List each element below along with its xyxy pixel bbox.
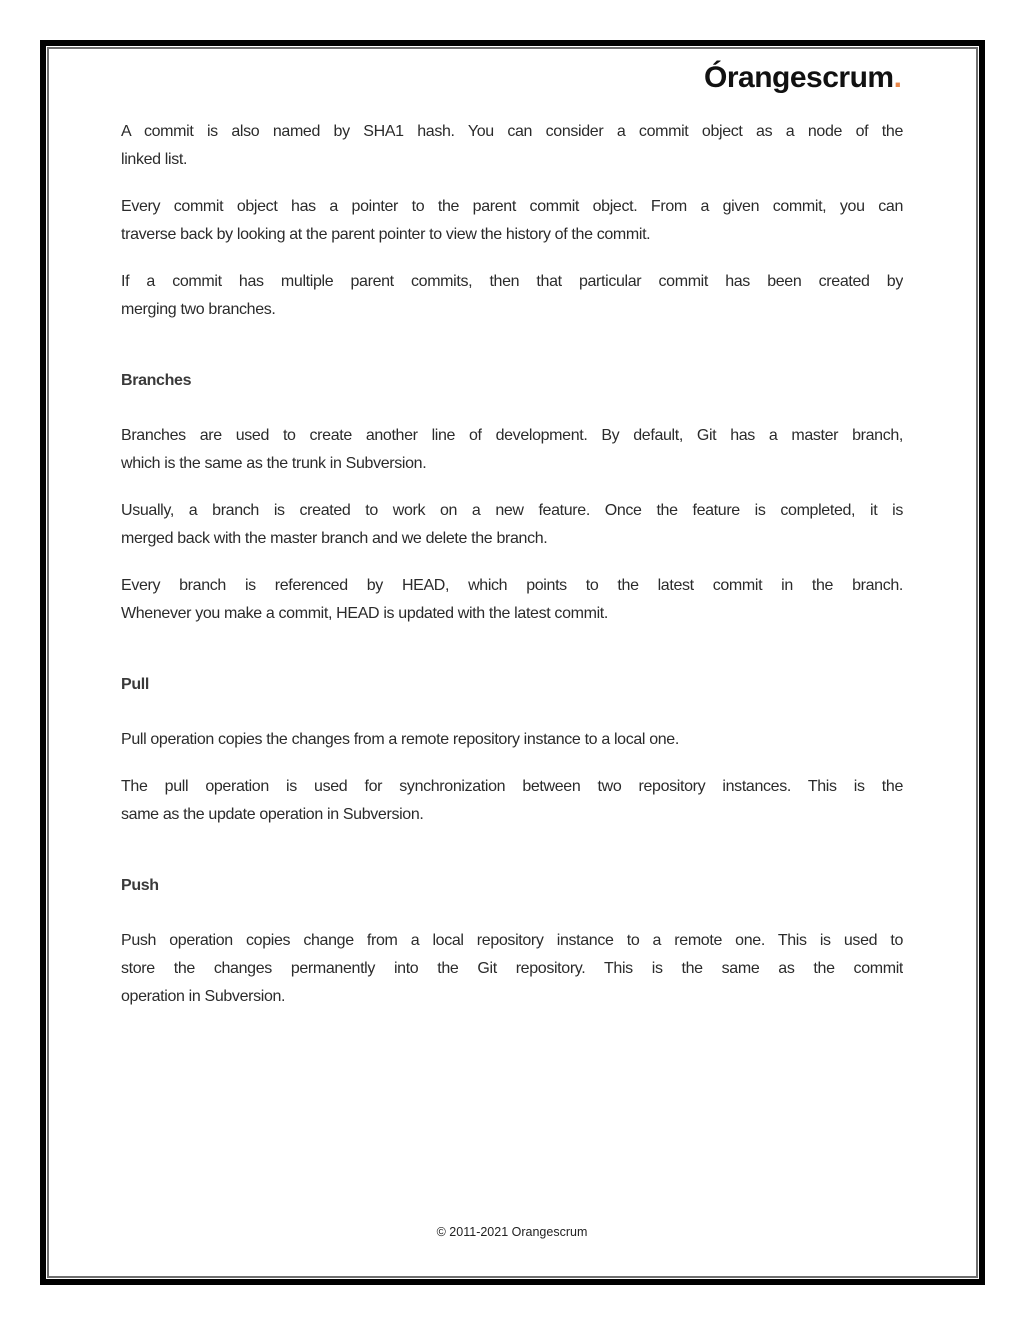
spacer bbox=[121, 848, 903, 872]
section-heading: Pull bbox=[121, 676, 149, 693]
logo-text: Órangescrum bbox=[704, 61, 894, 94]
section-intro bbox=[121, 118, 903, 324]
paragraph-line: store the changes permanently into the Git repository. This is the same as the commit bbox=[121, 960, 903, 977]
spacer bbox=[121, 900, 903, 927]
footer-copyright: © 2011-2021 Orangescrum bbox=[436, 1225, 588, 1239]
paragraph bbox=[121, 927, 903, 1011]
paragraph bbox=[121, 193, 903, 249]
section-push bbox=[121, 848, 903, 1011]
paragraph bbox=[121, 118, 903, 174]
paragraph-line: same as the update operation in Subversion. bbox=[121, 806, 424, 823]
paragraph-line: Whenever you make a commit, HEAD is updated with the latest commit. bbox=[121, 605, 608, 622]
paragraph-line: Every commit object has a pointer to the parent commit object. From a given commit, you can bbox=[121, 198, 903, 215]
spacer bbox=[121, 343, 903, 367]
paragraph-line: operation in Subversion. bbox=[121, 988, 286, 1005]
paragraph-line: linked list. bbox=[121, 151, 188, 168]
paragraph-line: If a commit has multiple parent commits, then that particular commit has been created by bbox=[121, 273, 903, 290]
paragraph-line: A commit is also named by SHA1 hash. You can consider a commit object as a node of the bbox=[121, 123, 903, 140]
paragraph bbox=[121, 773, 903, 829]
logo-dot: . bbox=[893, 61, 902, 94]
paragraph-line: Usually, a branch is created to work on a new feature. Once the feature is completed, it is bbox=[121, 502, 903, 519]
paragraph bbox=[121, 497, 903, 553]
spacer bbox=[121, 395, 903, 422]
paragraph-line: merging two branches. bbox=[121, 301, 276, 318]
section-heading: Push bbox=[121, 877, 159, 894]
paragraph-line: Pull operation copies the changes from a remote repository instance to a local one. bbox=[121, 731, 679, 748]
spacer bbox=[121, 647, 903, 671]
orangescrum-logo bbox=[704, 58, 901, 98]
paragraph-line: traverse back by looking at the parent pointer to view the history of the commit. bbox=[121, 226, 651, 243]
paragraph-line: which is the same as the trunk in Subversion. bbox=[121, 455, 427, 472]
paragraph bbox=[121, 572, 903, 628]
paragraph bbox=[121, 268, 903, 324]
paragraph bbox=[121, 422, 903, 478]
paragraph-line: merged back with the master branch and we delete the branch. bbox=[121, 530, 548, 547]
paragraph-line: The pull operation is used for synchronization between two repository instances. This is the bbox=[121, 778, 903, 795]
paragraph-line: Every branch is referenced by HEAD, which points to the latest commit in the branch. bbox=[121, 577, 903, 594]
section-branches bbox=[121, 343, 903, 628]
paragraph-line: Branches are used to create another line of development. By default, Git has a master branch, bbox=[121, 427, 903, 444]
section-pull bbox=[121, 647, 903, 829]
spacer bbox=[121, 699, 903, 726]
document-body bbox=[121, 118, 903, 1030]
paragraph-line: Push operation copies change from a local repository instance to a remote one. This is used to bbox=[121, 932, 903, 949]
section-heading: Branches bbox=[121, 372, 192, 389]
paragraph bbox=[121, 726, 903, 754]
